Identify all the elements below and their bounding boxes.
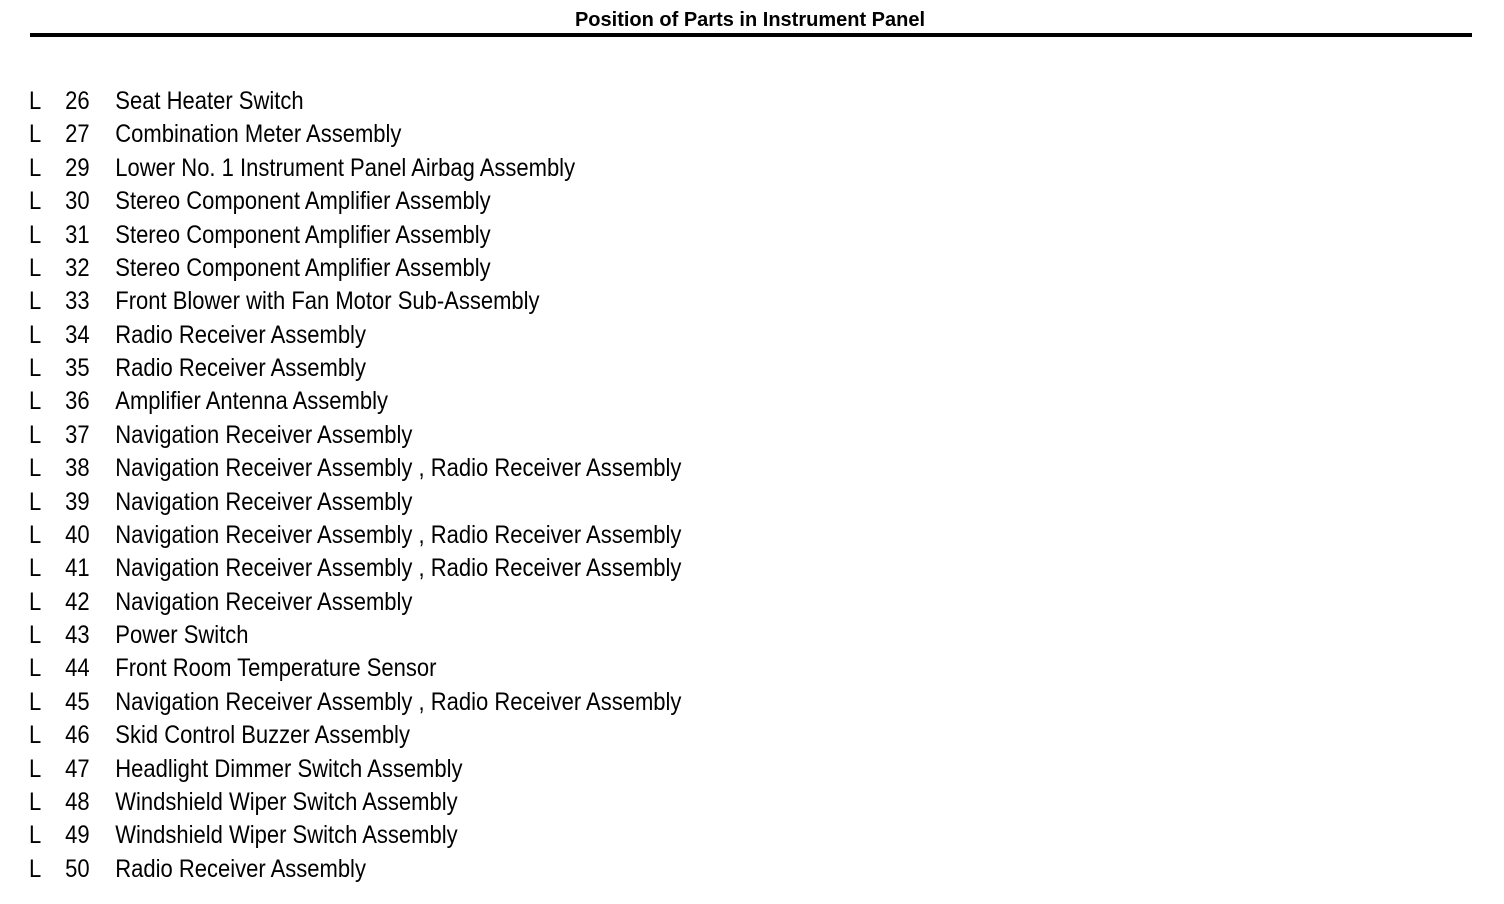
part-code: L	[29, 554, 42, 583]
part-code: L	[29, 287, 42, 316]
part-code: L	[29, 621, 42, 649]
part-row	[0, 219, 880, 252]
part-name: Navigation Receiver Assembly	[115, 587, 413, 616]
part-name: Stereo Component Amplifier Assembly	[115, 220, 491, 249]
part-row	[0, 118, 880, 151]
part-row	[0, 719, 880, 752]
part-code: L	[29, 821, 42, 850]
part-name: Navigation Receiver Assembly , Radio Receiver Assembly	[115, 554, 682, 583]
part-row	[0, 85, 880, 118]
part-name: Front Blower with Fan Motor Sub-Assembly	[115, 287, 540, 316]
part-code: L	[29, 153, 42, 182]
part-row	[0, 519, 880, 552]
part-code: L	[29, 320, 42, 349]
part-number: 49	[65, 821, 90, 850]
part-row	[0, 352, 880, 385]
part-row	[0, 586, 880, 619]
part-code: L	[29, 387, 42, 416]
part-code: L	[29, 220, 42, 249]
part-number: 37	[65, 420, 90, 449]
part-number: 39	[65, 487, 90, 516]
part-number: 34	[65, 320, 90, 349]
part-number: 38	[65, 454, 90, 483]
part-number: 40	[65, 520, 90, 549]
part-row	[0, 486, 880, 519]
part-name: Windshield Wiper Switch Assembly	[115, 821, 458, 850]
part-code: L	[29, 721, 42, 750]
part-code: L	[29, 454, 42, 483]
part-row	[0, 419, 880, 452]
part-number: 46	[65, 721, 90, 750]
part-name: Navigation Receiver Assembly	[115, 420, 413, 449]
part-name: Front Room Temperature Sensor	[115, 654, 437, 683]
part-code: L	[29, 187, 42, 216]
part-row	[0, 619, 880, 652]
part-number: 50	[65, 854, 90, 883]
part-name: Stereo Component Amplifier Assembly	[115, 187, 491, 216]
part-number: 45	[65, 687, 90, 716]
part-row	[0, 319, 880, 352]
part-row	[0, 853, 880, 886]
part-code: L	[29, 354, 42, 382]
part-name: Power Switch	[115, 621, 249, 649]
part-name: Seat Heater Switch	[115, 87, 304, 115]
part-row	[0, 152, 880, 185]
part-code: L	[29, 120, 42, 149]
part-number: 29	[65, 153, 90, 182]
part-code: L	[29, 87, 42, 115]
part-row	[0, 552, 880, 585]
part-code: L	[29, 687, 42, 716]
part-number: 26	[65, 87, 90, 115]
part-code: L	[29, 487, 42, 516]
part-number: 30	[65, 187, 90, 216]
part-row	[0, 786, 880, 819]
part-row	[0, 385, 880, 418]
part-code: L	[29, 754, 42, 783]
part-code: L	[29, 253, 42, 282]
part-code: L	[29, 520, 42, 549]
part-row	[0, 252, 880, 285]
part-number: 41	[65, 554, 90, 583]
part-number: 42	[65, 587, 90, 616]
part-number: 43	[65, 621, 90, 649]
part-number: 33	[65, 287, 90, 316]
parts-list	[0, 85, 1000, 886]
part-name: Skid Control Buzzer Assembly	[115, 721, 410, 750]
part-number: 31	[65, 220, 90, 249]
part-name: Navigation Receiver Assembly , Radio Receiver Assembly	[115, 454, 682, 483]
part-name: Navigation Receiver Assembly , Radio Receiver Assembly	[115, 687, 682, 716]
part-name: Radio Receiver Assembly	[115, 354, 366, 382]
title-underline	[30, 33, 1472, 37]
part-number: 44	[65, 654, 90, 683]
part-row	[0, 819, 880, 852]
part-number: 35	[65, 354, 90, 382]
part-number: 47	[65, 754, 90, 783]
part-code: L	[29, 854, 42, 883]
part-name: Navigation Receiver Assembly	[115, 487, 413, 516]
part-number: 36	[65, 387, 90, 416]
part-code: L	[29, 420, 42, 449]
part-number: 27	[65, 120, 90, 149]
part-row	[0, 452, 880, 485]
part-number: 48	[65, 787, 90, 816]
part-name: Lower No. 1 Instrument Panel Airbag Assembly	[115, 153, 576, 182]
part-name: Stereo Component Amplifier Assembly	[115, 253, 491, 282]
part-name: Amplifier Antenna Assembly	[115, 387, 388, 416]
part-row	[0, 185, 880, 218]
part-row	[0, 686, 880, 719]
part-row	[0, 285, 880, 318]
part-name: Radio Receiver Assembly	[115, 320, 366, 349]
part-code: L	[29, 587, 42, 616]
page-title: Position of Parts in Instrument Panel	[574, 9, 926, 31]
part-code: L	[29, 654, 42, 683]
part-name: Combination Meter Assembly	[115, 120, 402, 149]
part-name: Navigation Receiver Assembly , Radio Receiver Assembly	[115, 520, 682, 549]
part-name: Headlight Dimmer Switch Assembly	[115, 754, 463, 783]
part-code: L	[29, 787, 42, 816]
part-row	[0, 652, 880, 685]
part-number: 32	[65, 253, 90, 282]
part-row	[0, 753, 880, 786]
part-name: Radio Receiver Assembly	[115, 854, 366, 883]
part-name: Windshield Wiper Switch Assembly	[115, 787, 458, 816]
